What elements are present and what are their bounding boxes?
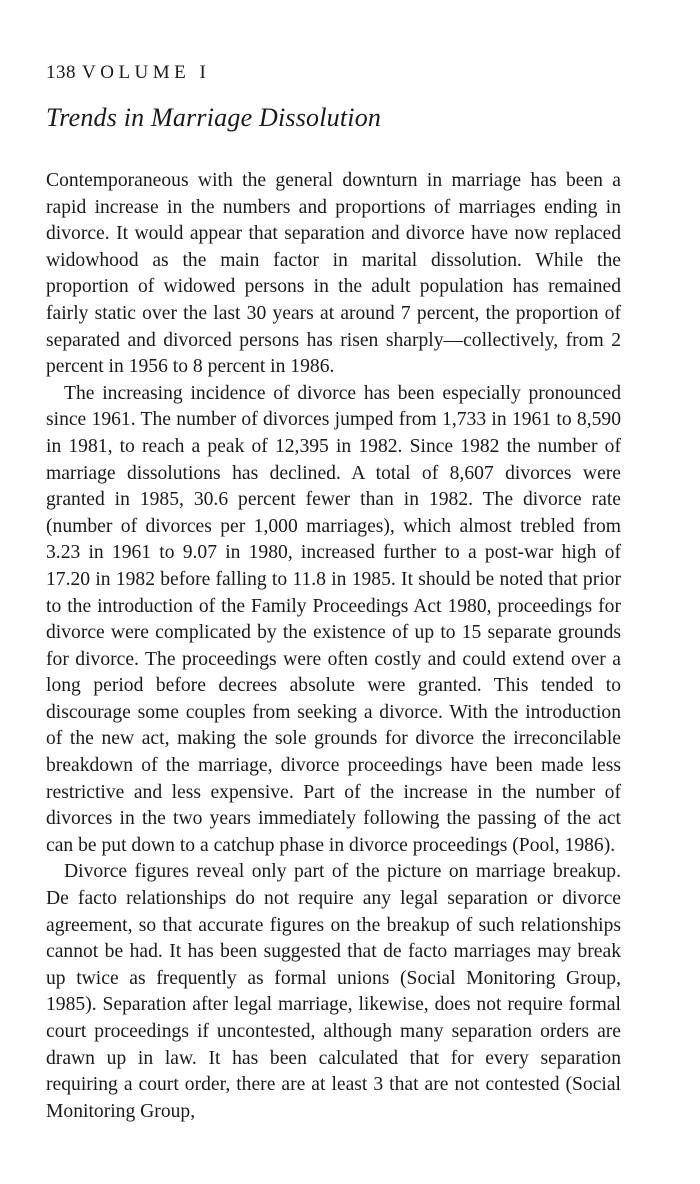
paragraph: Contemporaneous with the general downturn in marriage has been a rapid increase in the numbers and proportions of marriages ending in divorce. It would appear that separation and divorce have now replaced widowhood as the main factor in marital dissolution. While the proportion of widowed persons in the adult population has remained fairly static over the last 30 years at around 7 percent, the proportion of separated and divorced persons has risen sharply—collectively, from 2 percent in 1956 to 8 percent in 1986. <box>46 170 621 378</box>
section-title: Trends in Marriage Dissolution <box>46 103 382 132</box>
volume-label: VOLUME I <box>82 62 211 83</box>
page-number: 138 <box>46 62 76 83</box>
paragraph: Divorce figures reveal only part of the picture on marriage breakup. De facto relationships do not require any legal separation or divorce agreement, so that accurate figures on the breakup of such relationships cannot be had. It has been suggested that de facto marriages may break up twice as frequently as formal unions (Social Monitoring Group, 1985). Separation after legal marriage, likewise, does not require formal court proceedings if uncontested, although many separation orders are drawn up in law. It has been calculated that for every separation requiring a court order, there are at least 3 that are not contested (Social Monitoring Group, <box>46 861 621 1122</box>
paragraph: The increasing incidence of divorce has been especially pronounced since 1961. The number of divorces jumped from 1,733 in 1961 to 8,590 in 1981, to reach a peak of 12,395 in 1982. Since 1982 the number of marriage dissolutions has declined. A total of 8,607 divorces were granted in 1985, 30.6 percent fewer than in 1982. The divorce rate (number of divorces per 1,000 marriages), which almost trebled from 3.23 in 1961 to 9.07 in 1980, increased further to a post-war high of 17.20 in 1982 before falling to 11.8 in 1985. It should be noted that prior to the introduction of the Family Proceedings Act 1980, proceedings for divorce were complicated by the existence of up to 15 separate grounds for divorce. The proceedings were often costly and could extend over a long period before decrees absolute were granted. This tended to discourage some couples from seeking a divorce. With the introduction of the new act, making the sole grounds for divorce the irreconcilable breakdown of the marriage, divorce proceedings have been made less restrictive and less expensive. Part of the increase in the number of divorces in the two years immediately following the passing of the act can be put down to a catchup phase in divorce proceedings (Pool, 1986). <box>46 382 621 856</box>
running-head <box>46 62 621 84</box>
body-text <box>46 168 621 1125</box>
document-page <box>46 62 621 1125</box>
